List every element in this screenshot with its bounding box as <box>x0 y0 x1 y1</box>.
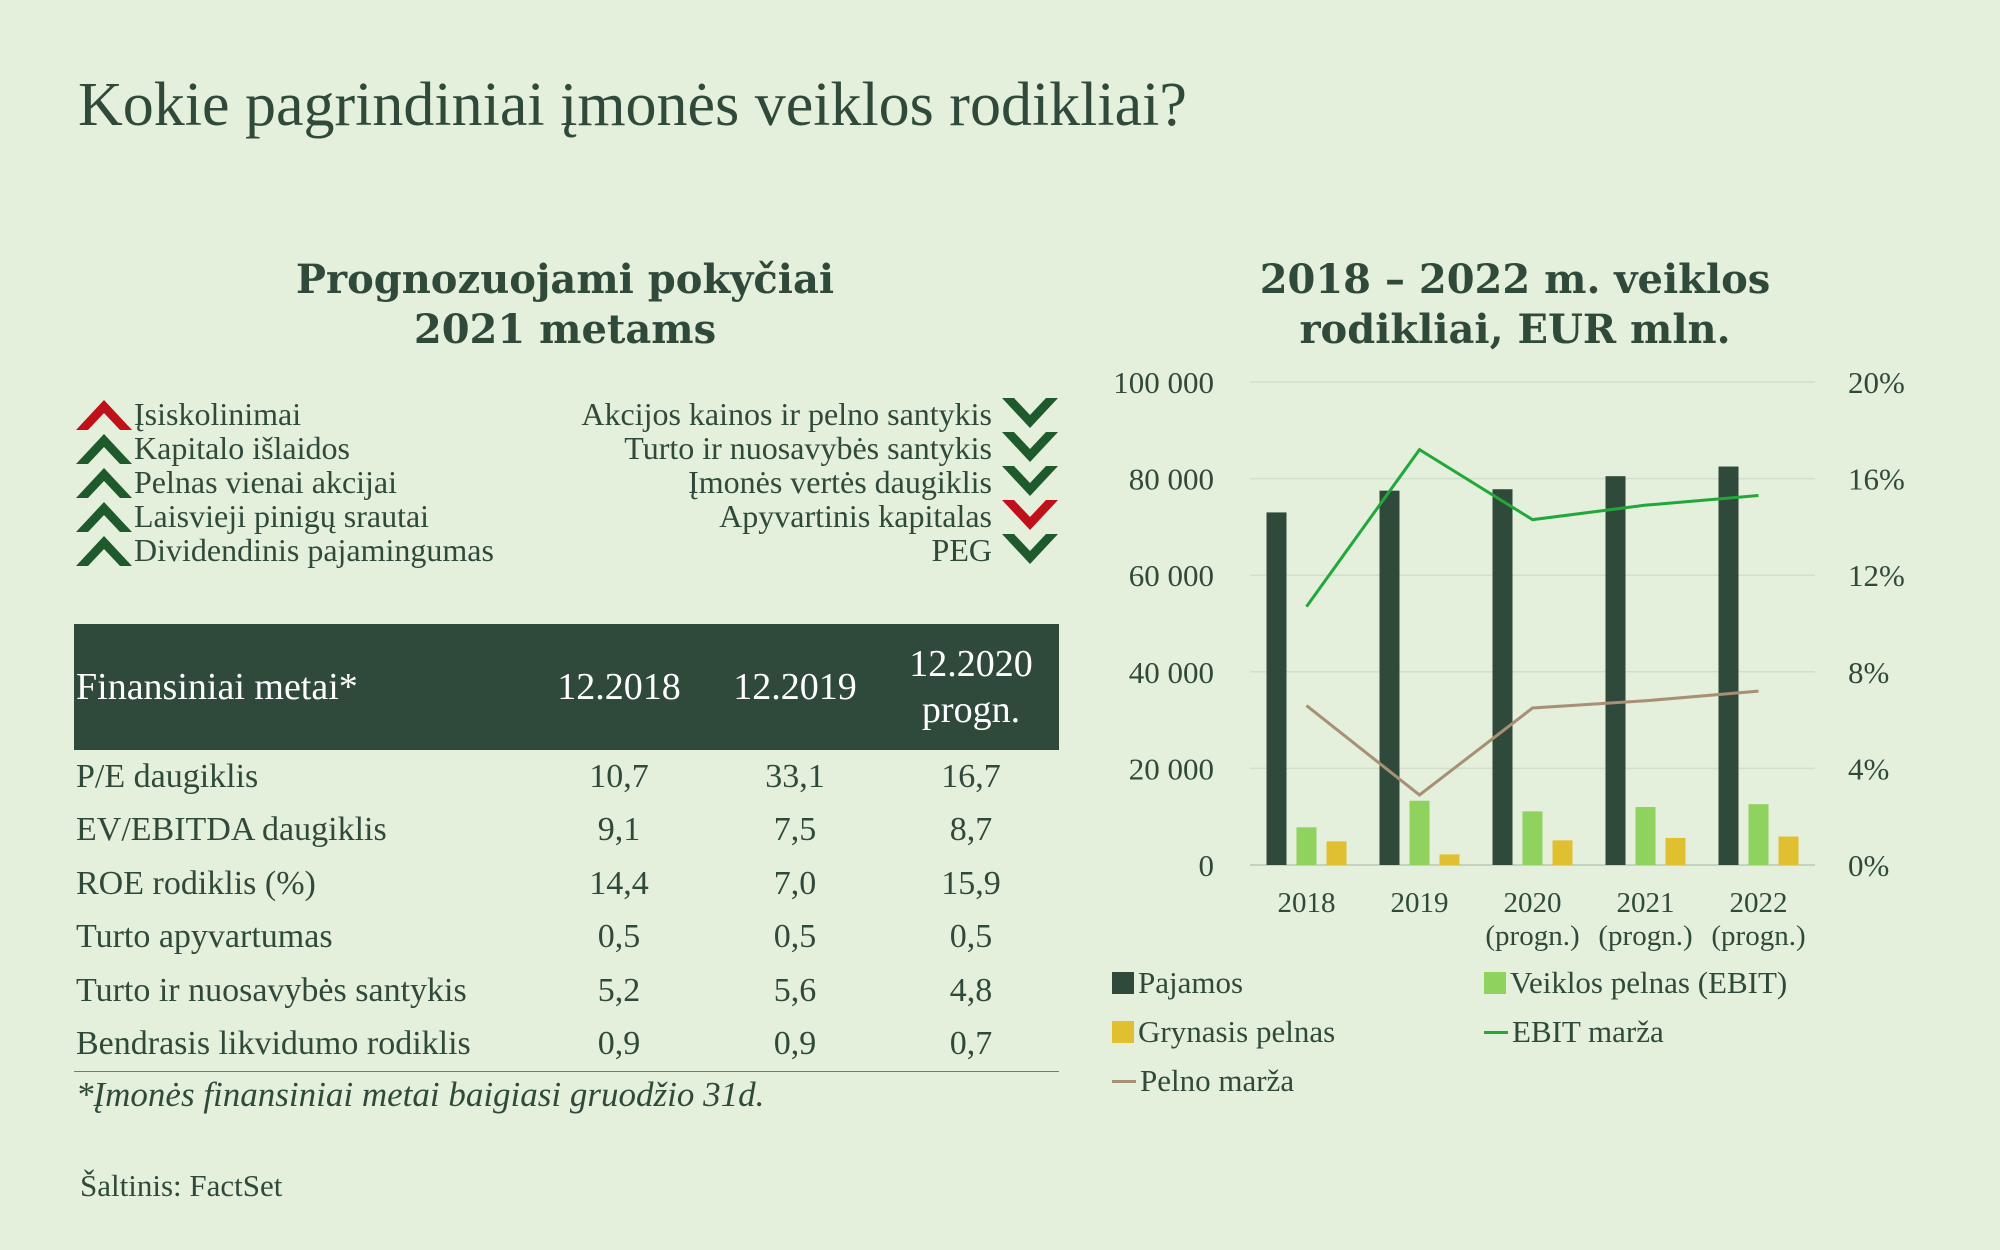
y-left-tick-label: 80 000 <box>1128 461 1214 497</box>
table-footnote: *Įmonės finansiniai metai baigiasi gruodžio 31d. <box>76 1075 765 1114</box>
bar <box>1606 476 1626 865</box>
y-right-tick-label: 12% <box>1848 558 1905 594</box>
cell-value: 0,9 <box>707 1018 883 1072</box>
cell-value: 10,7 <box>589 757 649 795</box>
cell-value: 7,0 <box>773 864 817 902</box>
col-header-line1: 12.2019 <box>733 666 857 708</box>
x-tick-label: 2022 <box>1729 887 1788 919</box>
y-left-tick-label: 100 000 <box>1113 365 1214 400</box>
col-header-line2: progn. <box>921 689 1021 731</box>
bar <box>1267 512 1287 865</box>
y-left-tick-label: 40 000 <box>1128 654 1214 690</box>
row-label: Bendrasis likvidumo rodiklis <box>74 1018 531 1072</box>
indicator-label: Turto ir nuosavybės santykis <box>624 430 992 466</box>
forecast-title-line1: Prognozuojami pokyčiai <box>295 256 835 303</box>
legend-item <box>1484 963 1787 1003</box>
indicator-label: Įmonės vertės daugiklis <box>688 464 992 500</box>
legend-swatch <box>1484 1031 1508 1034</box>
legend-swatch <box>1112 972 1134 994</box>
row-label: Turto ir nuosavybės santykis <box>76 971 467 1009</box>
legend-item <box>1484 1012 1664 1052</box>
table-header-label: Finansiniai metai* <box>74 624 531 750</box>
col-header-line1: 12.2018 <box>557 666 681 708</box>
legend-label: Pelno marža <box>1140 1063 1295 1098</box>
bar <box>1493 489 1513 865</box>
bar <box>1719 467 1739 865</box>
indicator-label: Įsiskolinimai <box>134 396 302 432</box>
legend-swatch <box>1484 972 1506 994</box>
bar <box>1636 807 1656 865</box>
cell-value: 0,5 <box>949 918 993 956</box>
bar <box>1779 837 1799 865</box>
legend-item <box>1112 1061 1294 1101</box>
source-note: Šaltinis: FactSet <box>80 1168 283 1203</box>
row-label: EV/EBITDA daugiklis <box>76 811 387 849</box>
legend-swatch <box>1112 1080 1136 1083</box>
indicator-label: Pelnas vienai akcijai <box>134 464 398 500</box>
cell-value: 0,9 <box>531 1018 707 1072</box>
x-tick-label: (progn.) <box>1711 920 1806 952</box>
cell-value: 0,5 <box>773 918 817 956</box>
cell-value: 7,5 <box>773 811 817 849</box>
row-label: ROE rodiklis (%) <box>76 864 316 902</box>
x-tick-label: (progn.) <box>1485 920 1580 952</box>
bar <box>1327 841 1347 865</box>
indicator-label: Kapitalo išlaidos <box>134 430 350 466</box>
bar <box>1440 854 1460 865</box>
cell-value: 15,9 <box>941 864 1001 902</box>
chart-title-line1: 2018 – 2022 m. veiklos <box>1259 256 1771 303</box>
indicator-label: Akcijos kainos ir pelno santykis <box>581 396 992 432</box>
x-tick-label: 2020 <box>1503 887 1562 919</box>
x-tick-label: 2019 <box>1390 887 1449 919</box>
y-left-tick-label: 20 000 <box>1128 751 1214 787</box>
bar <box>1666 838 1686 865</box>
cell-value: 0,5 <box>597 918 641 956</box>
y-right-tick-label: 0% <box>1848 848 1890 883</box>
legend-item <box>1112 963 1243 1003</box>
col-header-line1: 12.2020 <box>909 643 1033 685</box>
x-tick-label: 2021 <box>1616 887 1675 919</box>
y-left-tick-label: 0 <box>1198 848 1214 883</box>
forecast-title-line2: 2021 metams <box>413 306 717 353</box>
y-right-tick-label: 20% <box>1848 365 1905 400</box>
cell-value: 8,7 <box>949 811 993 849</box>
y-right-tick-label: 4% <box>1848 751 1890 787</box>
indicator-label: Laisvieji pinigų srautai <box>134 498 430 534</box>
row-label: Turto apyvartumas <box>76 918 333 956</box>
cell-value: 5,2 <box>597 971 641 1009</box>
cell-value: 5,6 <box>773 971 817 1009</box>
cell-value: 4,8 <box>949 971 993 1009</box>
bar <box>1410 801 1430 865</box>
legend-item <box>1112 1012 1335 1052</box>
bar <box>1749 804 1769 865</box>
bar <box>1523 811 1543 865</box>
chart-title-line2: rodikliai, EUR mln. <box>1299 306 1731 353</box>
y-left-tick-label: 60 000 <box>1128 558 1214 594</box>
y-right-tick-label: 16% <box>1848 461 1905 497</box>
x-tick-label: 2018 <box>1277 887 1336 919</box>
bar <box>1380 491 1400 865</box>
bar <box>1553 840 1573 865</box>
indicator-label: Apyvartinis kapitalas <box>719 498 992 534</box>
cell-value: 33,1 <box>765 757 825 795</box>
legend-label: EBIT marža <box>1512 1014 1664 1049</box>
cell-value: 0,7 <box>883 1018 1059 1072</box>
series-line <box>1307 691 1759 795</box>
y-right-tick-label: 8% <box>1848 654 1890 690</box>
cell-value: 14,4 <box>589 864 649 902</box>
indicator-label: Dividendinis pajamingumas <box>134 532 494 568</box>
legend-label: Pajamos <box>1138 965 1244 1000</box>
series-line <box>1307 450 1759 607</box>
bar <box>1297 827 1317 865</box>
cell-value: 9,1 <box>597 811 641 849</box>
page-title: Kokie pagrindiniai įmonės veiklos rodikliai? <box>78 71 1187 139</box>
legend-label: Veiklos pelnas (EBIT) <box>1510 965 1788 1000</box>
legend-swatch <box>1112 1021 1134 1043</box>
cell-value: 16,7 <box>941 757 1001 795</box>
x-tick-label: (progn.) <box>1598 920 1693 952</box>
legend-label: Grynasis pelnas <box>1138 1014 1336 1049</box>
row-label: P/E daugiklis <box>76 757 259 795</box>
indicator-label: PEG <box>931 532 992 568</box>
